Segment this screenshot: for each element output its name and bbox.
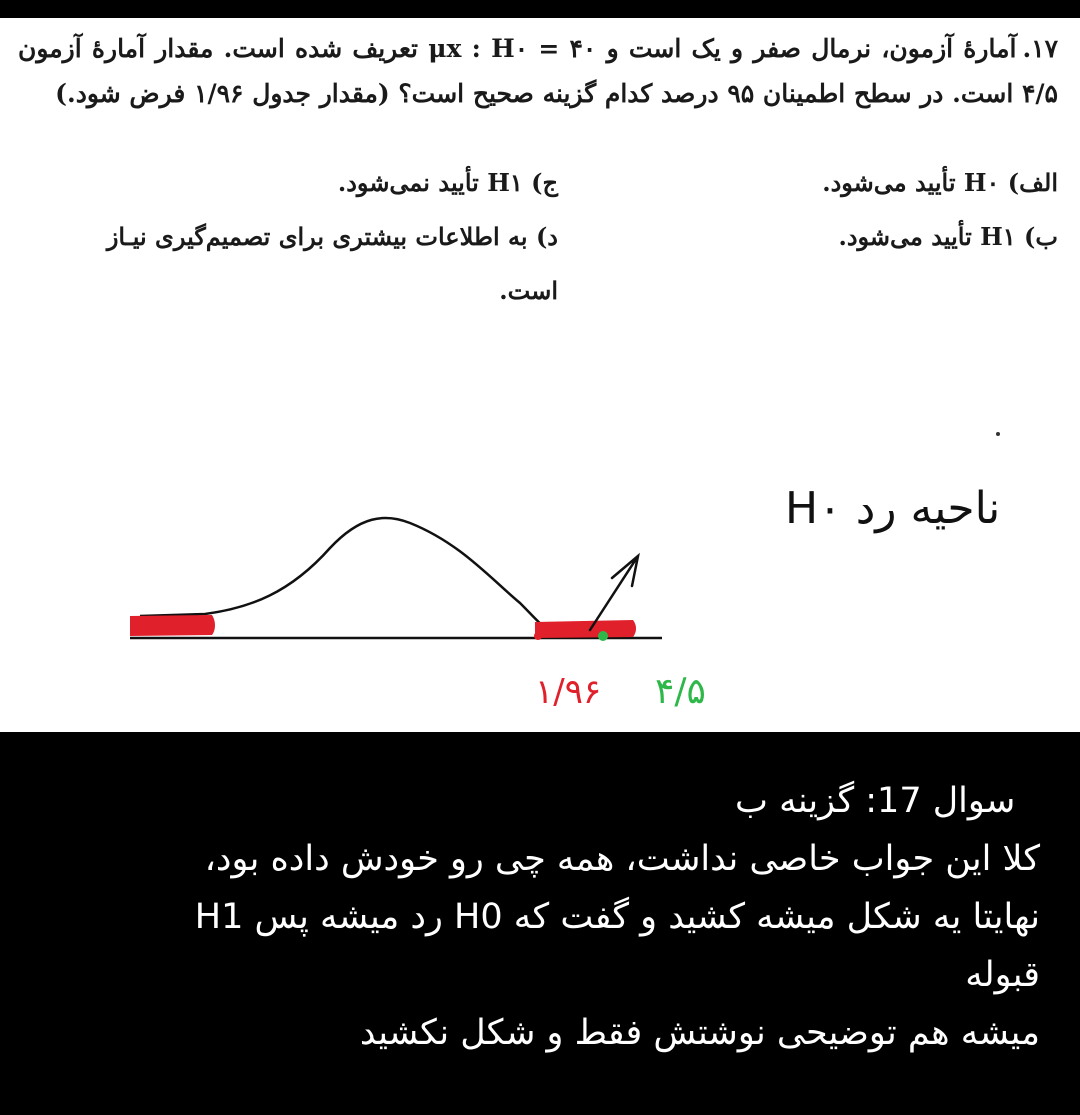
textbook-photo [0,18,1080,732]
right-rejection-region [535,620,636,638]
caption-title: سوال 17: گزینه ب [735,781,1016,821]
question-number: ۱۷. [1022,34,1059,63]
arrow-icon [590,556,638,630]
normal-curve [140,518,545,628]
ink-dot [996,432,1000,436]
caption-line-1: کلا این جواب خاصی نداشت، همه چی رو خودش داده بود، [204,839,1040,879]
rejection-region-label: ناحیه رد H۰ [785,483,1001,534]
option-d-continued: است. [499,276,558,305]
option-d: د) به اطلاعات بیشتری برای تصمیم‌گیری نیـاز [106,222,558,251]
answer-caption [40,772,1040,1062]
option-a: الف) H۰ تأیید می‌شود. [822,168,1058,197]
caption-line-2: نهایتا یه شکل میشه کشید و گفت که H0 رد میشه پس H1 [194,897,1040,937]
option-c: ج) H۱ تأیید نمی‌شود. [337,168,558,197]
question-body: آمارهٔ آزمون، نرمال صفر و یک است و ۴۰ = μx : H۰ تعریف شده است. مقدار آمارهٔ آزمون ۴/۵ است. در سطح اطمینان ۹۵ درصد کدام گزینه صحیح است؟ (مقدار جدول ۱/۹۶ فرض شود.) [18,34,1058,108]
critical-point [534,632,542,640]
option-b: ب) H۱ تأیید می‌شود. [838,222,1058,251]
caption-line-3: قبوله [965,955,1040,995]
statistic-value-label: ۴/۵ [655,671,706,712]
statistic-point [598,631,608,641]
hand-drawn-sketch [0,18,1080,732]
left-rejection-region [130,615,215,636]
critical-value-label: ۱/۹۶ [535,672,602,712]
status-bar [0,0,1080,18]
caption-line-4: میشه هم توضیحی نوشتش فقط و شکل نکشید [359,1013,1040,1053]
